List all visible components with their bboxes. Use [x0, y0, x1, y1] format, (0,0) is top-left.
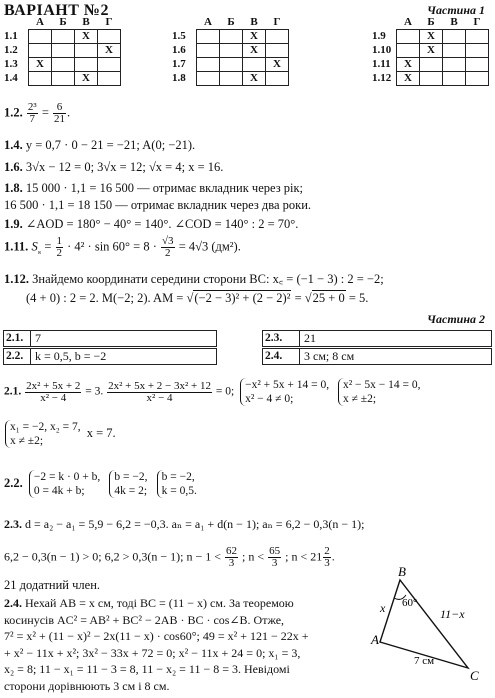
grid-row-label: 1.1	[4, 30, 18, 42]
vertex-b: B	[398, 564, 406, 579]
grid-cell	[197, 72, 220, 86]
grid-column-header: А	[404, 16, 412, 28]
solution-2-1-cont: x₁ = −2, x₂ = 7, x ≠ ±2; x = 7.	[2, 420, 116, 448]
grid-cell	[243, 58, 266, 72]
answer-box-2-1: 2.1. 7	[3, 330, 217, 347]
grid-row	[2, 72, 121, 86]
grid-cell: X	[98, 44, 121, 58]
grid-cell	[443, 72, 466, 86]
part2-label: Частина 2	[427, 312, 485, 326]
grid-cell	[466, 58, 489, 72]
grid-row	[2, 30, 121, 44]
grid-column-header: Б	[227, 16, 235, 28]
grid-row-label: 1.8	[172, 72, 186, 84]
grid-cell: X	[75, 72, 98, 86]
angle-label: 60°	[402, 597, 418, 609]
answer-grid-2	[170, 16, 289, 86]
grid-column-header: А	[204, 16, 212, 28]
grid-cell	[266, 72, 289, 86]
grid-cell	[52, 58, 75, 72]
grid-cell	[52, 30, 75, 44]
grid-row	[170, 44, 289, 58]
grid-cell: X	[420, 30, 443, 44]
grid-cell	[29, 30, 52, 44]
grid-row-label: 1.9	[372, 30, 386, 42]
grid-cell	[266, 44, 289, 58]
grid-cell	[75, 58, 98, 72]
grid-cell	[220, 44, 243, 58]
side-bc-label: 11−x	[440, 607, 465, 621]
grid-cell	[197, 30, 220, 44]
answer-box-2-3: 2.3. 21	[262, 330, 492, 347]
solution-1-6: 1.6. 3√x − 12 = 0; 3√x = 12; √x = 4; x = 16.	[4, 160, 224, 174]
grid-row-label: 1.7	[172, 58, 186, 70]
grid-cell	[220, 30, 243, 44]
grid-row	[170, 30, 289, 44]
solution-1-4: 1.4. y = 0,7 · 0 − 21 = −21; A(0; −21).	[4, 138, 196, 152]
answer-box-2-4: 2.4. 3 см; 8 см	[262, 348, 492, 365]
grid-row-label: 1.5	[172, 30, 186, 42]
grid-cell	[98, 58, 121, 72]
grid-row-label: 1.3	[4, 58, 18, 70]
answer-box-2-2: 2.2. k = 0,5, b = −2	[3, 348, 217, 365]
grid-cell	[420, 72, 443, 86]
grid-column-header: Б	[59, 16, 67, 28]
grid-cell	[52, 72, 75, 86]
part1-label: Частина 1	[427, 3, 485, 17]
side-ac-label: 7 см	[414, 655, 435, 667]
grid-column-header: Г	[473, 16, 481, 28]
grid-cell	[220, 72, 243, 86]
grid-row	[370, 44, 489, 58]
grid-row-label: 1.4	[4, 72, 18, 84]
answer-grid-3	[370, 16, 489, 86]
grid-cell	[420, 58, 443, 72]
side-ab-label: x	[380, 601, 386, 615]
grid-column-header: В	[250, 16, 258, 28]
grid-column-header: Г	[105, 16, 113, 28]
grid-cell	[466, 44, 489, 58]
grid-cell	[397, 44, 420, 58]
grid-cell: X	[243, 72, 266, 86]
grid-cell	[466, 30, 489, 44]
solution-1-2: 1.2. $\frac{\text{2³}}{7}$ = $\frac{6}{21}$ .	[4, 101, 71, 125]
grid-column-header: А	[36, 16, 44, 28]
grid-column-header: Б	[427, 16, 435, 28]
vertex-a: A	[371, 632, 379, 647]
grid-cell: X	[243, 44, 266, 58]
grid-cell	[266, 30, 289, 44]
grid-cell: X	[397, 58, 420, 72]
grid-row-label: 1.6	[172, 44, 186, 56]
grid-cell	[29, 44, 52, 58]
grid-cell	[98, 72, 121, 86]
grid-cell: X	[29, 58, 52, 72]
grid-cell	[98, 30, 121, 44]
solution-2-3-cont: 6,2 − 0,3(n − 1) > 0; 6,2 > 0,3(n − 1); n − 1 < $\frac{62}{3}$ ; n < $\frac{65}{3}$ ; n < 21 $\frac{2}{3}$ .	[4, 545, 335, 569]
grid-cell	[197, 58, 220, 72]
grid-row	[170, 58, 289, 72]
solution-2-4: 2.4. Нехай AB = x см, тоді BC = (11 − x) см. За теоремою косинусів AC² = AB² + BC² − 2AB · BC · cos∠B. Отже, 7² = x² + (11 − x)² − 2x(11 − x) · cos60°; 49 = x² + 121 − 22x + + x² − 11x + x²; 3x² − 33x + 72 = 0; x² − 11x + 24 = 0; x₁ = 3, x₂ = 8; 11 − x₁ = 11 − 3 = 8, 11 − x₂ = 11 − 8 = 3. Невідомі сторони дорівнюють 3 см і 8 см.	[4, 596, 309, 693]
grid-cell: X	[243, 30, 266, 44]
grid-cell	[52, 44, 75, 58]
grid-cell	[197, 44, 220, 58]
grid-cell: X	[266, 58, 289, 72]
grid-row	[370, 72, 489, 86]
solution-1-8: 1.8. 15 000 · 1,1 = 16 500 — отримає вкладник через рік;	[4, 181, 304, 195]
grid-row-label: 1.10	[372, 44, 392, 56]
page-title: ВАРІАНТ №2	[4, 2, 109, 19]
solution-2-3: 2.3. d = a₂ − a₁ = 5,9 − 6,2 = −0,3. aₙ = a₁ + d(n − 1); aₙ = 6,2 − 0,3(n − 1);	[4, 517, 365, 531]
triangle-figure	[368, 562, 492, 682]
grid-cell	[75, 44, 98, 58]
grid-row-label: 1.11	[372, 58, 391, 70]
solution-2-3-answer: 21 додатний член.	[4, 578, 101, 592]
grid-row	[170, 72, 289, 86]
solution-2-1: 2.1. $\frac{\text{2x² + 5x + 2}}{\text{x² − 4}}$ = 3. $\frac{\text{2x² + 5x + 2 − 3x² + 12}}{\text{x² − 4}}$ = 0; −x² + 5x + 14 = 0, x² − 4 ≠ 0; x² − 5x − 14 = 0, x ≠ ±2;	[4, 379, 421, 405]
grid-cell	[466, 72, 489, 86]
grid-column-header: Г	[273, 16, 281, 28]
fraction: $\frac{\text{2³}}{7}$	[27, 101, 37, 125]
grid-row	[2, 44, 121, 58]
grid-cell	[443, 44, 466, 58]
vertex-c: C	[470, 668, 479, 682]
grid-cell: X	[420, 44, 443, 58]
grid-cell	[220, 58, 243, 72]
grid-row-label: 1.12	[372, 72, 392, 84]
grid-cell	[397, 30, 420, 44]
grid-row	[370, 30, 489, 44]
grid-cell	[443, 58, 466, 72]
grid-cell: X	[75, 30, 98, 44]
grid-cell	[443, 30, 466, 44]
solution-1-11: 1.11. $S_{_s}$ = $\frac{1}{2}$ · 4² · sin 60° = 8 · $\frac{√3}{2}$ = 4√3 (дм²).	[4, 235, 241, 259]
grid-row	[2, 58, 121, 72]
solution-1-12: 1.12. Знайдемо координати середини сторони BC: x꜀ = (−1 − 3) : 2 = −2;	[4, 272, 384, 286]
grid-cell	[29, 72, 52, 86]
solution-2-2: 2.2. −2 = k · 0 + b, 0 = 4k + b; b = −2, 4k = 2; b = −2, k = 0,5.	[4, 471, 197, 497]
solution-1-9: 1.9. ∠AOD = 180° − 40° = 140°. ∠COD = 140° : 2 = 70°.	[4, 217, 299, 231]
fraction: $\frac{6}{21}$	[54, 101, 65, 125]
solution-1-8-cont: 16 500 · 1,1 = 18 150 — отримає вкладник через два роки.	[4, 198, 312, 212]
grid-row	[370, 58, 489, 72]
grid-column-header: В	[82, 16, 90, 28]
grid-cell: X	[397, 72, 420, 86]
answer-grid-1	[2, 16, 121, 86]
grid-row-label: 1.2	[4, 44, 18, 56]
grid-column-header: В	[450, 16, 458, 28]
solution-1-12-cont: (4 + 0) : 2 = 2. M(−2; 2). AM = √(−2 − 3)² + (2 − 2)² = √25 + 0 = 5.	[26, 291, 369, 305]
